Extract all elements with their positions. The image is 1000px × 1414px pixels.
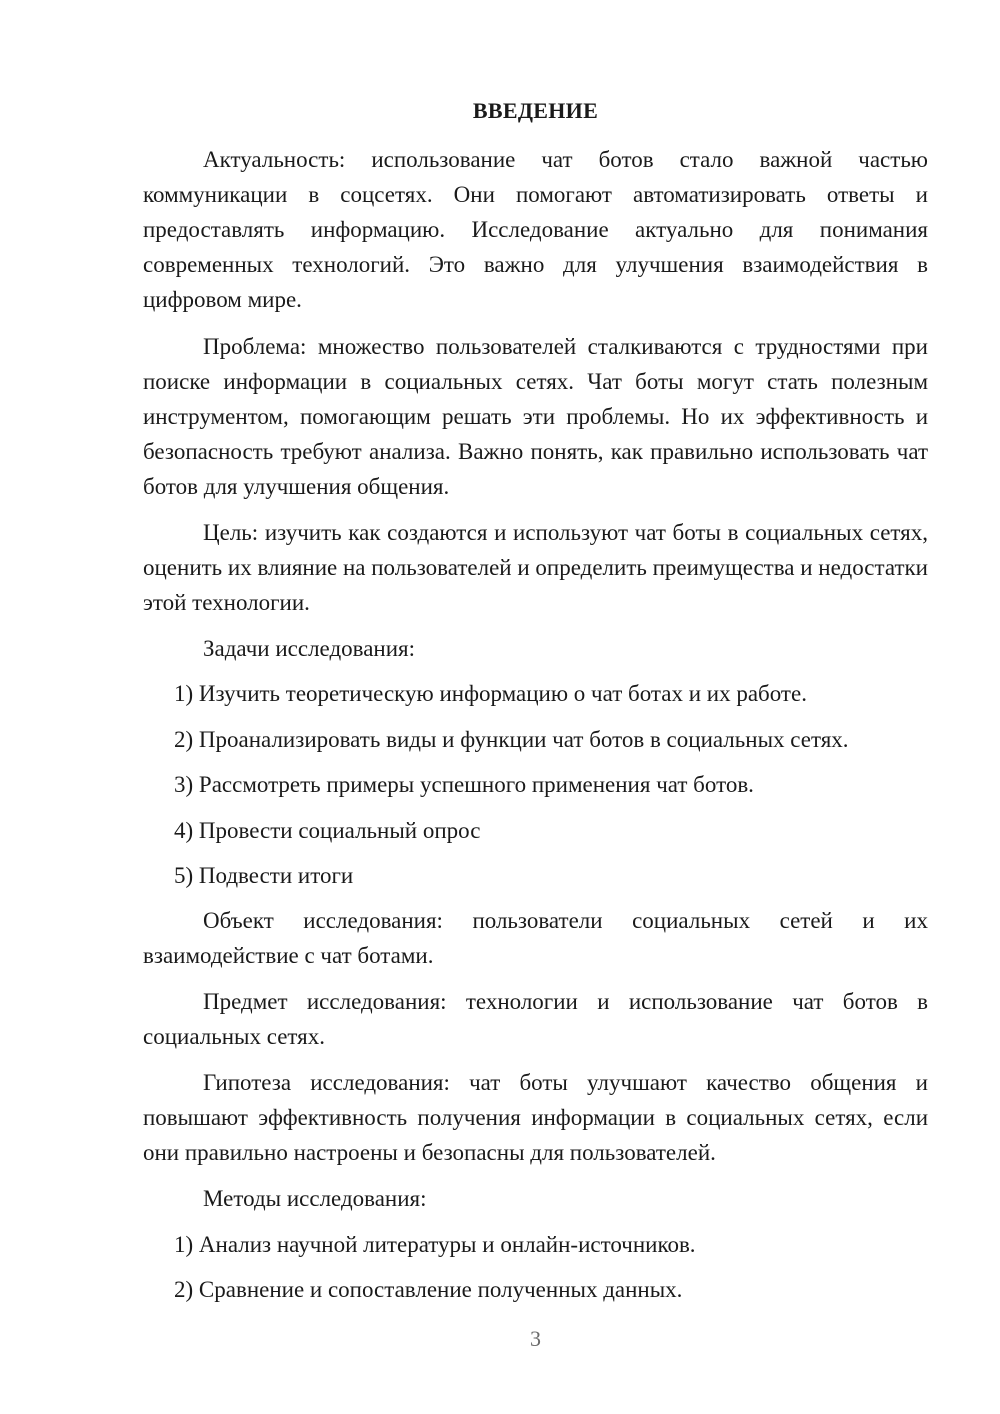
method-item: 1) Анализ научной литературы и онлайн-источников. — [174, 1232, 696, 1257]
document-page — [143, 0, 928, 1414]
page-title: ВВЕДЕНИЕ — [472, 98, 599, 123]
relevance-paragraph: Актуальность: использование чат ботов стало важной частью коммуникации в соцсетях. Они помогают автоматизировать ответы и предоставлять информацию. Исследование актуально для понимания современных технологий. Это важно для улучшения взаимодействия в цифровом мире. — [143, 147, 928, 312]
goal-paragraph: Цель: изучить как создаются и используют чат боты в социальных сетях, оценить их влияние на пользователей и определить преимущества и недостатки этой технологии. — [143, 520, 928, 615]
task-item: 3) Рассмотреть примеры успешного применения чат ботов. — [174, 772, 754, 797]
problem-paragraph: Проблема: множество пользователей сталкиваются с трудностями при поиске информации в социальных сетях. Чат боты могут стать полезным инструментом, помогающим решать эти проблемы. Но их эффективность и безопасность требуют анализа. Важно понять, как правильно использовать чат ботов для улучшения общения. — [143, 334, 928, 499]
tasks-heading: Задачи исследования: — [203, 636, 416, 661]
object-paragraph: Объект исследования: пользователи социальных сетей и их взаимодействие с чат ботами. — [143, 908, 928, 968]
task-item: 1) Изучить теоретическую информацию о чат ботах и их работе. — [174, 681, 807, 706]
page-number: 3 — [530, 1326, 541, 1351]
methods-heading: Методы исследования: — [203, 1186, 427, 1211]
task-item: 4) Провести социальный опрос — [174, 818, 481, 843]
task-item: 2) Проанализировать виды и функции чат ботов в социальных сетях. — [174, 727, 849, 752]
subject-paragraph: Предмет исследования: технологии и использование чат ботов в социальных сетях. — [143, 989, 928, 1049]
hypothesis-paragraph: Гипотеза исследования: чат боты улучшают качество общения и повышают эффективность получения информации в социальных сетях, если они правильно настроены и безопасны для пользователей. — [143, 1070, 928, 1165]
method-item: 2) Сравнение и сопоставление полученных данных. — [174, 1277, 683, 1302]
task-item: 5) Подвести итоги — [174, 863, 354, 888]
